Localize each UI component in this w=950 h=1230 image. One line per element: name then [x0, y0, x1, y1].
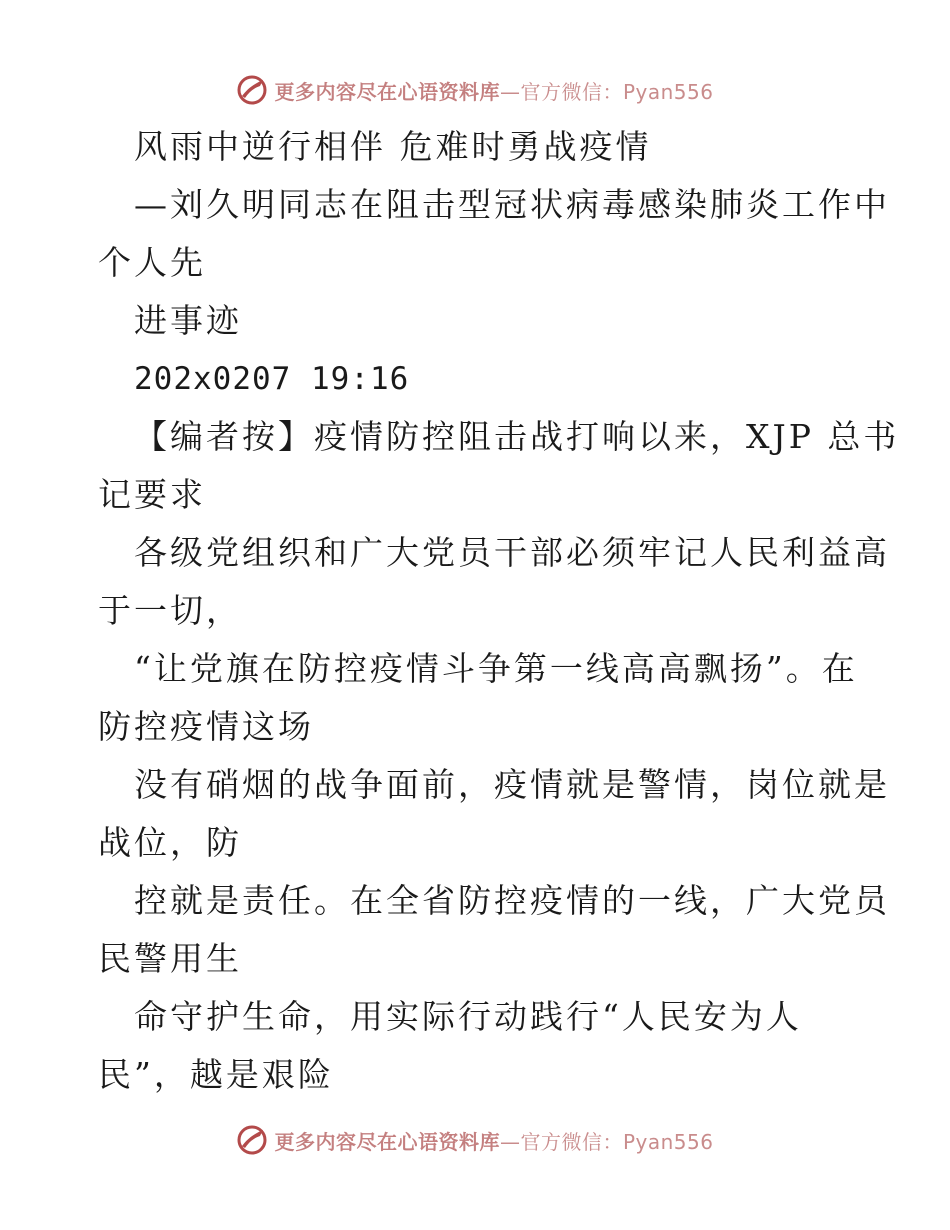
doc-line: 【编者按】疫情防控阻击战打响以来，XJP 总书: [134, 417, 900, 456]
doc-line: “让党旗在防控疫情斗争第一线高高飘扬”。在: [134, 649, 858, 688]
header-banner: [0, 70, 950, 110]
doc-line: 民”，越是艰险: [98, 1055, 334, 1094]
doc-line: 控就是责任。在全省防控疫情的一线，广大党员: [134, 881, 890, 920]
doc-subtitle: —刘久明同志在阻击型冠状病毒感染肺炎工作中: [134, 185, 890, 224]
doc-line: 战位，防: [98, 823, 242, 862]
doc-title: 风雨中逆行相伴 危难时勇战疫情: [134, 127, 652, 166]
doc-line: 记要求: [98, 475, 206, 514]
pen-logo-icon: [236, 1124, 268, 1156]
banner-wechat-text: 官方微信：Pyan556: [520, 79, 714, 104]
footer-banner: [0, 1120, 950, 1160]
banner-main-text: 更多内容尽在心语资料库: [274, 79, 500, 104]
doc-line: 防控疫情这场: [98, 707, 314, 746]
banner-text: [274, 76, 713, 105]
doc-line: 于一切，: [98, 591, 242, 630]
doc-line: 各级党组织和广大党员干部必须牢记人民利益高: [134, 533, 890, 572]
doc-line: 进事迹: [134, 301, 242, 340]
doc-line: 没有硝烟的战争面前，疫情就是警情，岗位就是: [134, 765, 890, 804]
doc-timestamp: 202x0207 19:16: [134, 361, 410, 397]
banner-separator: —: [499, 79, 521, 104]
banner-main-text: 更多内容尽在心语资料库: [274, 1129, 500, 1154]
pen-logo-icon: [236, 74, 268, 106]
doc-line: 个人先: [98, 243, 206, 282]
doc-line: 民警用生: [98, 939, 242, 978]
banner-separator: —: [499, 1129, 521, 1154]
banner-wechat-text: 官方微信：Pyan556: [520, 1129, 714, 1154]
document-body: [98, 118, 900, 1104]
doc-line: 命守护生命，用实际行动践行“人民安为人: [134, 997, 802, 1036]
banner-text: [274, 1126, 713, 1155]
